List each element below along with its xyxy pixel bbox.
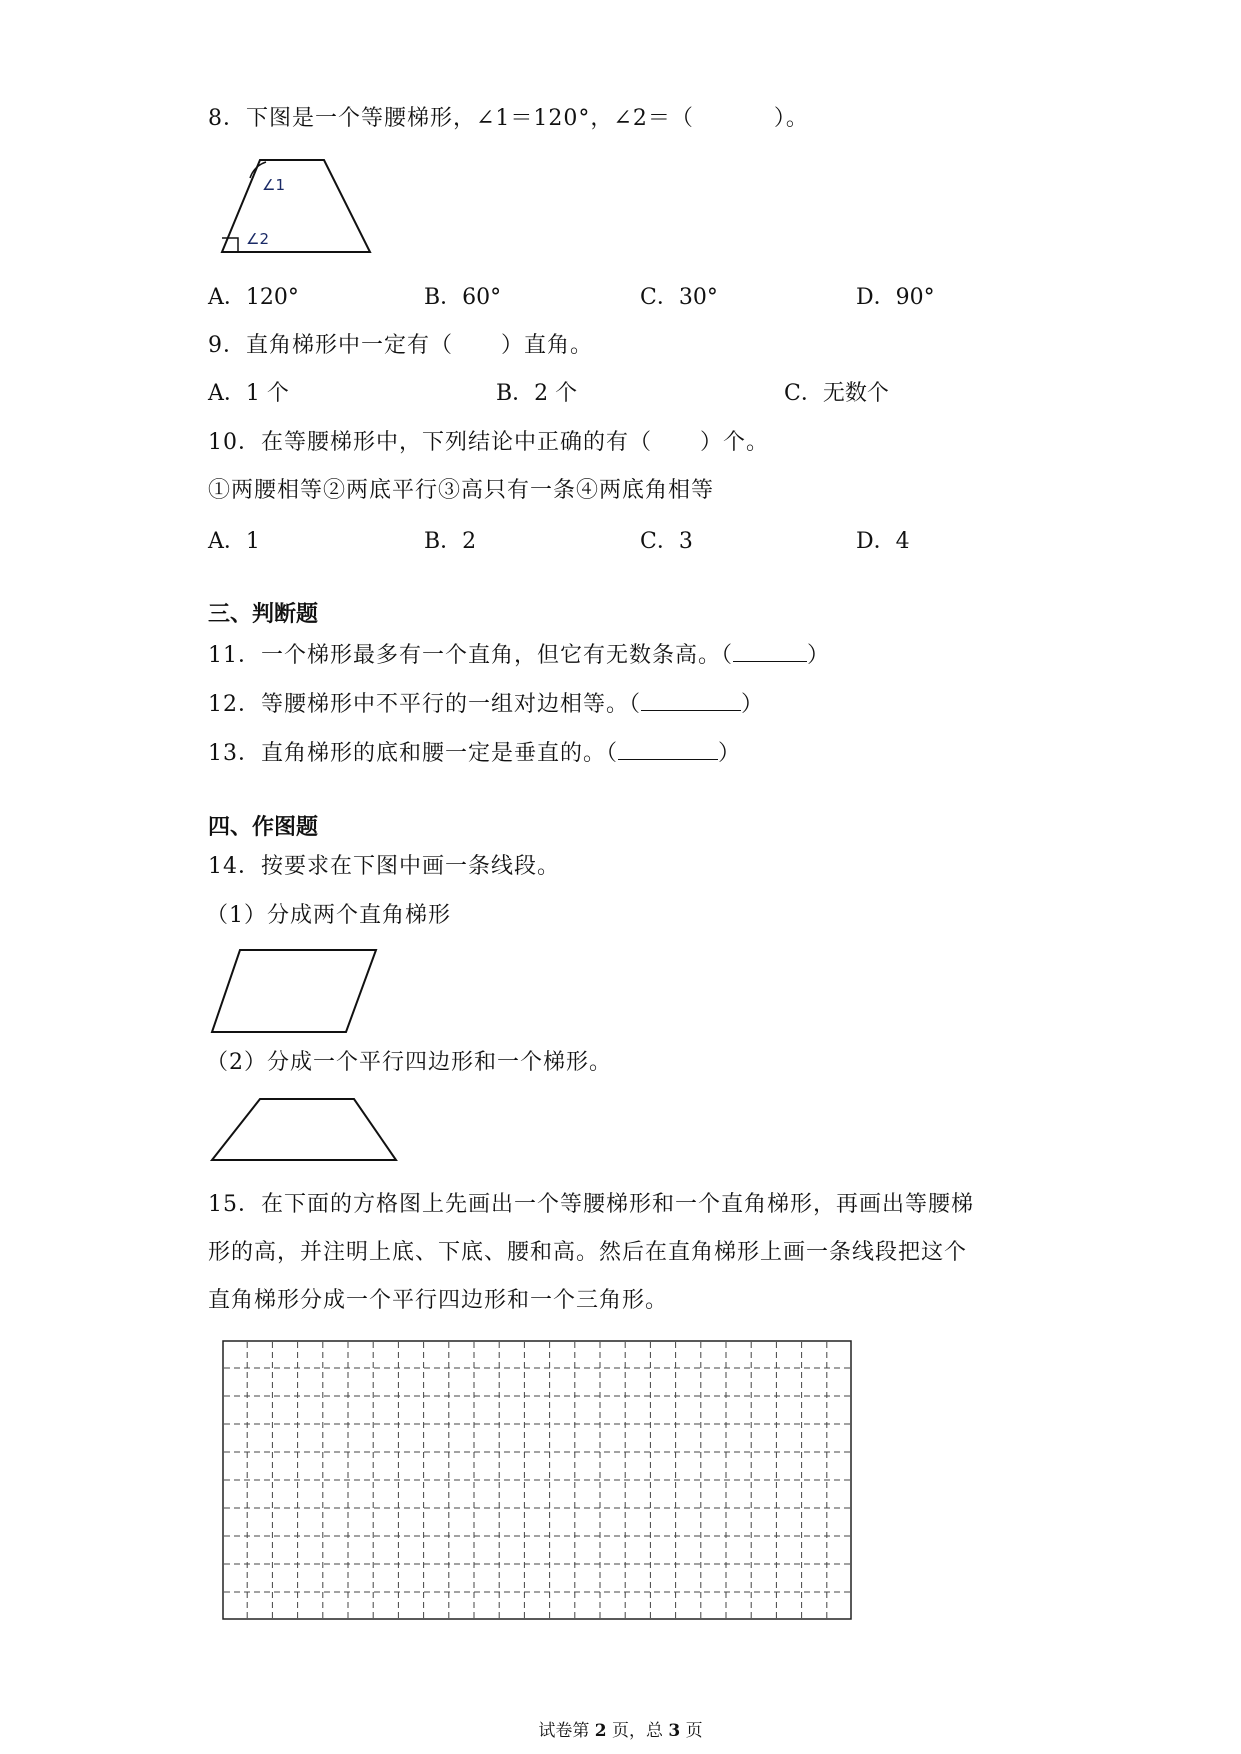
q8-stem bbox=[208, 104, 809, 134]
q10-option-c: C．3 bbox=[640, 529, 693, 554]
q13-close: ） bbox=[718, 741, 742, 766]
footer-page-number: 2 bbox=[594, 1721, 607, 1741]
parallelogram bbox=[212, 950, 376, 1032]
q11-answer-blank[interactable] bbox=[733, 643, 807, 662]
q14-part2: （2）分成一个平行四边形和一个梯形。 bbox=[206, 1050, 612, 1075]
isosceles-trapezoid bbox=[222, 160, 370, 252]
q8-text-after: ）。 bbox=[773, 106, 809, 131]
q9-option-c: C．无数个 bbox=[784, 381, 889, 406]
q10-text-after: ）个。 bbox=[700, 430, 770, 455]
q9-stem bbox=[208, 331, 593, 361]
q15-line-2: 形的高，并注明上底、下底、腰和高。然后在直角梯形上画一条线段把这个 bbox=[208, 1240, 968, 1265]
q12-answer-blank[interactable] bbox=[641, 692, 741, 711]
q14-stem: 14．按要求在下图中画一条线段。 bbox=[208, 854, 560, 879]
q10-stem bbox=[208, 428, 769, 458]
q9-text-before: 9．直角梯形中一定有（ bbox=[208, 333, 453, 358]
q10-statements: ①两腰相等②两底平行③高只有一条④两底角相等 bbox=[208, 478, 715, 503]
angle2-label: ∠2 bbox=[246, 230, 269, 248]
q13-text: 13．直角梯形的底和腰一定是垂直的。（ bbox=[208, 741, 618, 766]
q8-option-b: B．60° bbox=[424, 285, 502, 310]
q10-text-before: 10．在等腰梯形中，下列结论中正确的有（ bbox=[208, 430, 652, 455]
q14-parallelogram-figure[interactable] bbox=[210, 948, 380, 1034]
q12-text: 12．等腰梯形中不平行的一组对边相等。（ bbox=[208, 692, 641, 717]
q8-trapezoid-figure bbox=[220, 158, 380, 254]
q10-option-b: B．2 bbox=[424, 529, 477, 554]
footer-total-pages: 3 bbox=[668, 1721, 681, 1741]
trapezoid bbox=[212, 1099, 396, 1160]
q11-close: ） bbox=[807, 643, 831, 668]
q12-close: ） bbox=[741, 692, 765, 717]
q9-option-a: A．1 个 bbox=[208, 381, 289, 406]
q14-trapezoid-figure[interactable] bbox=[210, 1097, 400, 1163]
q11-text: 11．一个梯形最多有一个直角，但它有无数条高。（ bbox=[208, 643, 733, 668]
footer-mid: 页，总 bbox=[612, 1721, 663, 1741]
q9-option-b: B．2 个 bbox=[496, 381, 578, 406]
q8-option-c: C．30° bbox=[640, 285, 718, 310]
q13-answer-blank[interactable] bbox=[618, 741, 718, 760]
q12-stem bbox=[208, 690, 764, 720]
q14-part1: （1）分成两个直角梯形 bbox=[206, 903, 451, 928]
q8-option-a: A．120° bbox=[208, 285, 299, 310]
q13-stem bbox=[208, 739, 741, 769]
q8-option-d: D．90° bbox=[856, 285, 935, 310]
footer-suffix: 页 bbox=[685, 1721, 703, 1741]
q9-text-after: ）直角。 bbox=[501, 333, 594, 358]
section-3-title: 三、判断题 bbox=[208, 602, 319, 627]
q10-option-a: A．1 bbox=[208, 529, 260, 554]
q15-line-1: 15．在下面的方格图上先画出一个等腰梯形和一个直角梯形，再画出等腰梯 bbox=[208, 1192, 974, 1217]
grid-lines bbox=[224, 1342, 850, 1618]
section-4-title: 四、作图题 bbox=[208, 815, 319, 840]
q15-line-3: 直角梯形分成一个平行四边形和一个三角形。 bbox=[208, 1288, 669, 1313]
footer-prefix: 试卷第 bbox=[538, 1721, 590, 1741]
q10-option-d: D．4 bbox=[856, 529, 910, 554]
q8-text-before: 8．下图是一个等腰梯形，∠1＝120°，∠2＝（ bbox=[208, 106, 694, 131]
q11-stem bbox=[208, 641, 830, 671]
angle1-label: ∠1 bbox=[262, 176, 285, 194]
page-footer bbox=[0, 1716, 1241, 1741]
grid-paper[interactable] bbox=[222, 1340, 852, 1620]
